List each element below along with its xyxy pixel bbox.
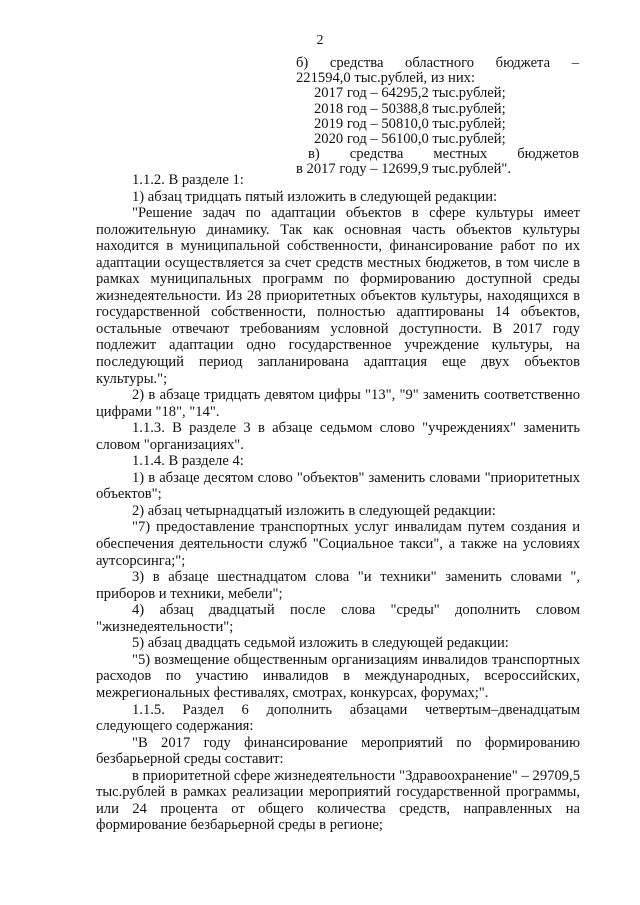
section-heading-1-1-3: 1.1.3. В разделе 3 в абзаце седьмом слово "учреждениях" заменить словом "организациях". <box>96 420 580 453</box>
funding-local-line1: в) средства местных бюджетов <box>308 146 579 163</box>
paragraph-item: 4) абзац двадцатый после слова "среды" дополнить словом "жизнедеятельности"; <box>96 602 580 635</box>
section-heading-1-1-4: 1.1.4. В разделе 4: <box>132 453 244 470</box>
funding-regional-line1: б) средства областного бюджета – <box>296 55 579 71</box>
funding-regional-line2: 221594,0 тыс.рублей, из них: <box>296 70 476 87</box>
paragraph-item: в приоритетной сфере жизнедеятельности "Здравоохранение" – 29709,5 тыс.рублей в рамках реализации мероприятий государственной программы, или 24 процента от общего количества средств, направленных на формирование безбарьерной среды в регионе; <box>96 767 580 834</box>
paragraph-item: 1) абзац тридцать пятый изложить в следующей редакции: <box>132 188 498 205</box>
quoted-paragraph: "Решение задач по адаптации объектов в сфере культуры имеет положительную динамику. Так как основная часть объектов культуры находится в муниципальной собственности, финансирование работ по их адаптации осуществляется за счет средств местных бюджетов, в том числе в рамках муниципальных программ по формированию доступной среды жизнедеятельности. Из 28 приоритетных объектов культуры, находящихся в государственной собственности, полностью адаптированы 14 объектов, остальные отвечают требованиям условной доступности. В 2017 году подлежит адаптации одно государственное учреждение культуры, на последующий период запланирована адаптация еще двух объектов культуры."; <box>96 205 580 387</box>
funding-block <box>296 56 579 178</box>
quoted-paragraph: "В 2017 году финансирование мероприятий по формированию безбарьерной среды составит: <box>96 734 580 768</box>
funding-year-2017: 2017 год – 64295,2 тыс.рублей; <box>314 85 506 102</box>
quoted-paragraph: "5) возмещение общественным организациям инвалидов транспортных расходов по участию инвалидов в международных, всероссийских, межрегиональных фестивалях, смотрах, конкурсах, форумах;". <box>96 651 580 701</box>
quoted-paragraph: "7) предоставление транспортных услуг инвалидам путем создания и обеспечения деятельности служб "Социальное такси", а также на условиях аутсорсинга;"; <box>96 519 580 569</box>
paragraph-item: 3) в абзаце шестнадцатом слова "и техники" заменить словами ", приборов и техники, мебели"; <box>96 569 580 602</box>
paragraph-item: 5) абзац двадцать седьмой изложить в следующей редакции: <box>132 635 509 652</box>
funding-year-2019: 2019 год – 50810,0 тыс.рублей; <box>314 115 506 132</box>
paragraph-item: 2) в абзаце тридцать девятом цифры "13", "9" заменить соответственно цифрами "18", "14". <box>96 387 580 420</box>
section-heading-1-1-2: 1.1.2. В разделе 1: <box>132 172 244 188</box>
funding-year-2020: 2020 год – 56100,0 тыс.рублей; <box>314 131 506 148</box>
funding-local-line2: в 2017 году – 12699,9 тыс.рублей". <box>296 161 512 178</box>
funding-year-2018: 2018 год – 50388,8 тыс.рублей; <box>314 100 506 117</box>
paragraph-item: 1) в абзаце десятом слово "объектов" заменить словами "приоритетных объектов"; <box>96 469 580 503</box>
section-heading-1-1-5: 1.1.5. Раздел 6 дополнить абзацами четвертым–двенадцатым следующего содержания: <box>96 701 580 735</box>
page-number: 2 <box>316 33 324 48</box>
paragraph-item: 2) абзац четырнадцатый изложить в следующей редакции: <box>132 502 496 519</box>
document-body <box>96 172 580 834</box>
